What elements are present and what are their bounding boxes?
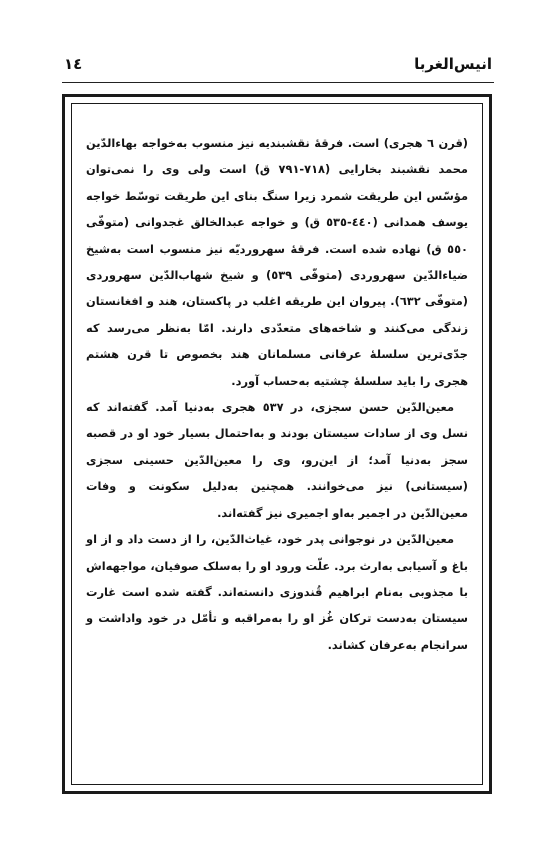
page-frame-inner (71, 103, 483, 785)
page-number: ١٤ (64, 55, 83, 73)
paragraph-1: (قرن ٦ هجری) است. فرقهٔ نقشبندیه نیز منسوب به‌خواجه بهاءالدّین محمد نقشبند بخارایی (٧١٨-٧٩١ ق) است ولی وی را نمی‌توان مؤسّس این طریقت شمرد زیرا سنگ بنای این طریقت توسّط خواجه یوسف همدانی (٤٤٠-٥٣٥ ق) و خواجه عبدالخالق غجدوانی (متوفّی ٥٥٠ ق) نهاده شده است. فرقهٔ سهروردیّه نیز منسوب است به‌شیخ ضیاءالدّین سهروردی (متوفّی ٥٣٩) و شیخ شهاب‌الدّین سهروردی (متوفّی ٦٣٢). پیروان این طریقه اغلب در پاکستان، هند و افغانستان زندگی می‌کنند و شاخه‌های متعدّدی دارند. امّا به‌نظر می‌رسد که جدّی‌ترین سلسلهٔ عرفانی مسلمانان هند بخصوص تا قرن هشتم هجری را باید سلسلهٔ چشتیه به‌حساب آورد. (86, 136, 468, 388)
paragraph-2: معین‌الدّین حسن سجزی، در ٥٣٧ هجری به‌دنیا آمد. گفته‌اند که نسل وی از سادات سیستان بودند و به‌احتمال بسیار خود او در قصبه سجز به‌دنیا آمد؛ از این‌رو، وی را معین‌الدّین حسینی سجزی (سیستانی) نیز می‌خوانند. همچنین به‌دلیل سکونت و وفات معین‌الدّین در اجمیر به‌او اجمیری نیز گفته‌اند. (86, 400, 468, 520)
page-frame-outer (62, 94, 492, 794)
page-header (64, 54, 492, 80)
paragraph-3: معین‌الدّین در نوجوانی پدر خود، غیاث‌الدّین، را از دست داد و از او باغ و آسیابی به‌ارث برد. علّت ورود او را به‌سلک صوفیان، مواجهه‌اش با مجذوبی به‌نام ابراهیم قُندوزی دانسته‌اند. گفته شده است غارت سیستان به‌دست ترکان غُز او را به‌مراقبه و تأمّل در خود واداشت و سرانجام به‌عرفان کشاند. (86, 532, 468, 652)
running-title: انیس‌الغربا (414, 55, 492, 73)
body-text (86, 130, 468, 658)
header-rule (62, 82, 494, 83)
